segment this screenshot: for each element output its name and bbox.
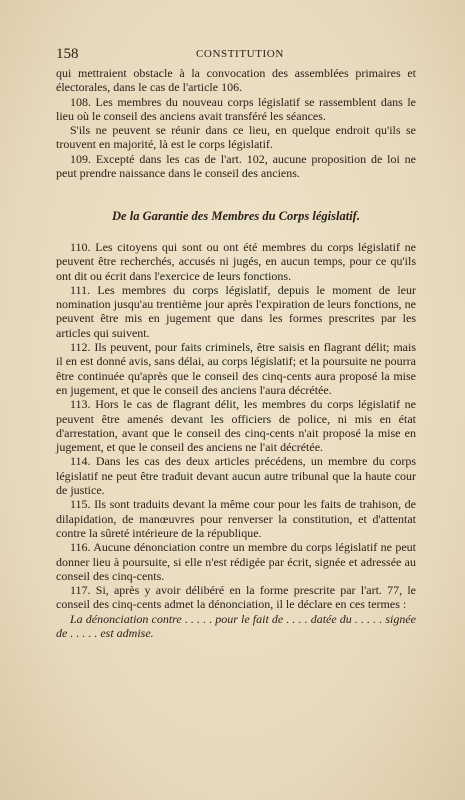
article-115: 115. Ils sont traduits devant la même cour pour les faits de trahison, de dilapidation, de manœuvres pour renverser la constitution, et d'attentat contre la sûreté intérieure de la république.	[56, 497, 416, 540]
article-116: 116. Aucune dénonciation contre un membre du corps législatif ne peut donner lieu à poursuite, si elle n'est rédigée par écrit, signée et adressée au conseil des cinq-cents.	[56, 540, 416, 583]
paragraph-continuation: qui mettraient obstacle à la convocation des assemblées primaires et électorales, dans le cas de l'article 106.	[56, 66, 416, 95]
article-114: 114. Dans les cas des deux articles précédens, un membre du corps législatif ne peut être traduit devant aucun autre tribunal que la haute cour de justice.	[56, 454, 416, 498]
article-108-continued: S'ils ne peuvent se réunir dans ce lieu, en quelque endroit qu'ils se trouvent en majorité, là est le corps législatif.	[56, 123, 416, 152]
text-block-bottom	[56, 240, 416, 640]
article-111: 111. Les membres du corps législatif, depuis le moment de leur nomination jusqu'au trentième jour après l'expiration de leurs fonctions, ne peuvent être mis en jugement que dans les formes prescrites par les articles qui suivent.	[56, 282, 416, 340]
page-header	[56, 46, 415, 62]
section-heading: De la Garantie des Membres du Corps législatif.	[112, 209, 360, 223]
article-113: 113. Hors le cas de flagrant délit, les membres du corps législatif ne peuvent être amenés devant les officiers de police, ni mis en état d'arrestation, avant que le conseil des cinq-cents n'ait proposé la mise en jugement, et que le conseil des anciens ne l'ait décrétée.	[56, 397, 416, 455]
article-109: 109. Excepté dans les cas de l'art. 102, aucune proposition de loi ne peut prendre naissance dans le conseil des anciens.	[56, 151, 416, 181]
text-block-top	[56, 66, 416, 180]
article-117: 117. Si, après y avoir délibéré en la forme prescrite par l'art. 77, le conseil des cinq-cents admet la dénonciation, il le déclare en ces termes :	[56, 583, 416, 612]
article-110: 110. Les citoyens qui sont ou ont été membres du corps législatif ne peuvent être recherchés, accusés ni jugés, en aucun temps, pour ce qu'ils ont dit ou écrit dans l'exercice de leurs fonctions.	[56, 240, 416, 283]
article-108: 108. Les membres du nouveau corps législatif se rassemblent dans le lieu où le conseil des anciens avait transféré les séances.	[56, 94, 416, 123]
running-title: CONSTITUTION	[196, 48, 284, 60]
article-112: 112. Ils peuvent, pour faits criminels, être saisis en flagrant délit; mais il en est donné avis, sans délai, au corps législatif; et la poursuite ne pourra être continuée qu'après que le conseil des cinq-cents aura proposé la mise en jugement, et que le conseil des anciens l'aura décrétée.	[56, 340, 416, 397]
denunciation-formula: La dénonciation contre . . . . . pour le fait de . . . . datée du . . . . . signée de . . . . . est admise.	[56, 611, 416, 641]
page-number: 158	[56, 46, 79, 62]
